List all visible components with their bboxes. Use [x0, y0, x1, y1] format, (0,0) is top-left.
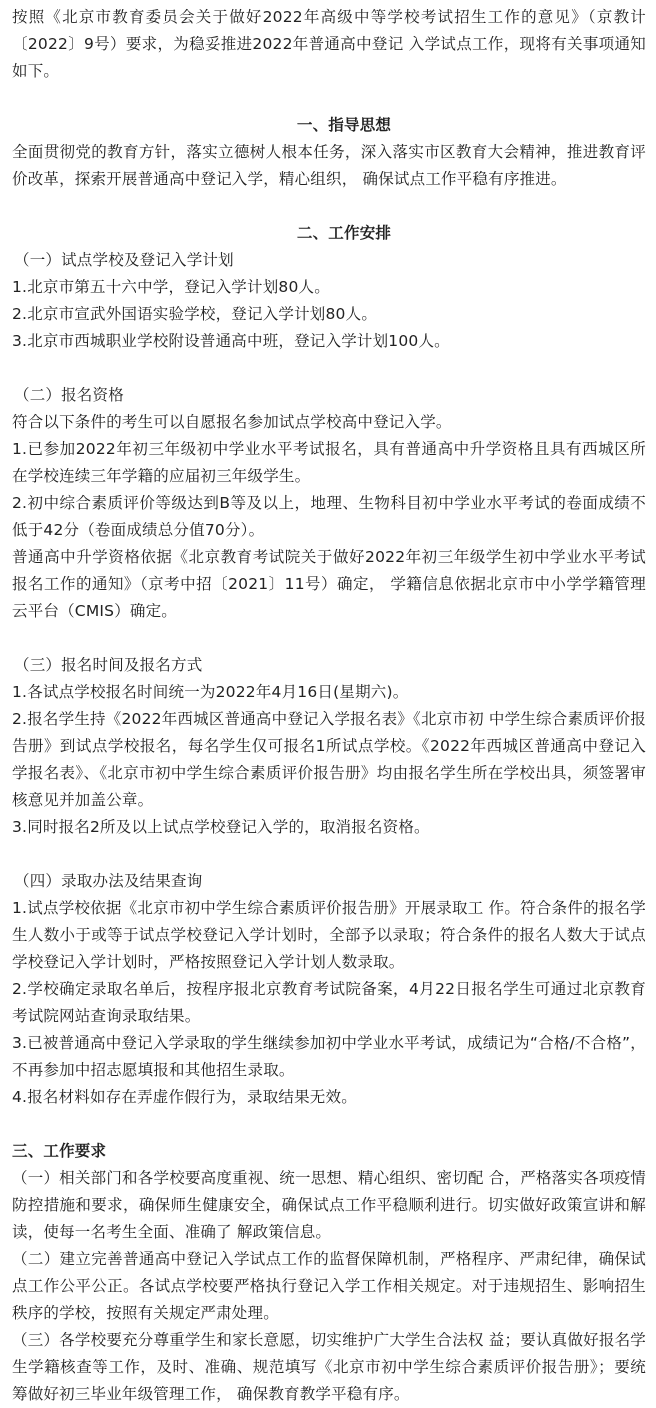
list-item: 2.初中综合素质评价等级达到B等及以上，地理、生物科目初中学业水平考试的卷面成绩不低于42分（卷面成绩总分值70分）。 — [12, 494, 646, 539]
section2-sub4-title: （四）录取办法及结果查询 — [14, 872, 203, 890]
list-item: 1.各试点学校报名时间统一为2022年4月16日(星期六)。 — [12, 683, 409, 701]
section1-heading: 一、指导思想 — [296, 116, 392, 134]
section2-sub1-title: （一）试点学校及登记入学计划 — [14, 251, 234, 269]
section3-heading: 三、工作要求 — [12, 1142, 107, 1160]
list-item: 1.已参加2022年初三年级初中学业水平考试报名，具有普通高中升学资格且具有西城区所在学校连续三年学籍的应届初三年级学生。 — [12, 440, 646, 485]
spacer — [12, 1111, 646, 1138]
spacer — [12, 193, 646, 220]
spacer — [12, 85, 646, 112]
section2-heading: 二、工作安排 — [296, 224, 392, 242]
section2-sub2-title: （二）报名资格 — [14, 386, 124, 404]
section1-body: 全面贯彻党的教育方针，落实立德树人根本任务，深入落实市区教育大会精神，推进教育评价改革，探索开展普通高中登记入学，精心组织， 确保试点工作平稳有序推进。 — [12, 143, 646, 188]
section2-sub2-note: 普通高中升学资格依据《北京教育考试院关于做好2022年初三年级学生初中学业水平考试报名工作的通知》（京考中招〔2021〕11号）确定， 学籍信息依据北京市中小学学籍管理云平台（CMIS）确定。 — [12, 548, 646, 620]
list-item: 3.同时报名2所及以上试点学校登记入学的，取消报名资格。 — [12, 818, 430, 836]
list-item: 1.试点学校依据《北京市初中学生综合素质评价报告册》开展录取工 作。符合条件的报名学生人数小于或等于试点学校登记入学计划时，全部予以录取；符合条件的报名人数大于试点学校登记入学计划时，严格按照登记入学计划人数录取。 — [12, 899, 646, 971]
list-item: （二）建立完善普通高中登记入学试点工作的监督保障机制，严格程序、严肃纪律，确保试点工作公平公正。各试点学校要严格执行登记入学工作相关规定。对于违规招生、影响招生秩序的学校，按照有关规定严肃处理。 — [12, 1250, 646, 1322]
list-item: 1.北京市第五十六中学，登记入学计划80人。 — [12, 278, 330, 296]
list-item: 2.学校确定录取名单后，按程序报北京教育考试院备案，4月22日报名学生可通过北京教育考试院网站查询录取结果。 — [12, 980, 646, 1025]
list-item: 3.北京市西城职业学校附设普通高中班，登记入学计划100人。 — [12, 332, 450, 350]
intro-paragraph: 按照《北京市教育委员会关于做好2022年高级中等学校考试招生工作的意见》（京教计〔2022〕9号）要求，为稳妥推进2022年普通高中登记 入学试点工作，现将有关事项通知如下。 — [12, 8, 646, 80]
section2-sub3-title: （三）报名时间及报名方式 — [14, 656, 203, 674]
list-item: （三）各学校要充分尊重学生和家长意愿，切实维护广大学生合法权 益；要认真做好报名学生学籍核查等工作，及时、准确、规范填写《北京市初中学生综合素质评价报告册》；要统筹做好初三毕业年级管理工作， 确保教育教学平稳有序。 — [12, 1331, 646, 1403]
list-item: （一）相关部门和各学校要高度重视、统一思想、精心组织、密切配 合，严格落实各项疫情防控措施和要求，确保师生健康安全，确保试点工作平稳顺利进行。切实做好政策宣讲和解读，使每一名考生全面、准确了 解政策信息。 — [12, 1169, 646, 1241]
list-item: 3.已被普通高中登记入学录取的学生继续参加初中学业水平考试，成绩记为“合格/不合格”，不再参加中招志愿填报和其他招生录取。 — [12, 1034, 646, 1079]
list-item: 2.报名学生持《2022年西城区普通高中登记入学报名表》《北京市初 中学生综合素质评价报告册》到试点学校报名，每名学生仅可报名1所试点学校。《2022年西城区普通高中登记入学报名表》、《北京市初中学生综合素质评价报告册》均由报名学生所在学校出具，须签署审核意见并加盖公章。 — [12, 710, 646, 809]
list-item: 4.报名材料如存在弄虚作假行为，录取结果无效。 — [12, 1088, 357, 1106]
spacer — [12, 625, 646, 652]
spacer — [12, 355, 646, 382]
section2-sub2-lead: 符合以下条件的考生可以自愿报名参加试点学校高中登记入学。 — [12, 413, 452, 431]
spacer — [12, 841, 646, 868]
list-item: 2.北京市宣武外国语实验学校，登记入学计划80人。 — [12, 305, 378, 323]
